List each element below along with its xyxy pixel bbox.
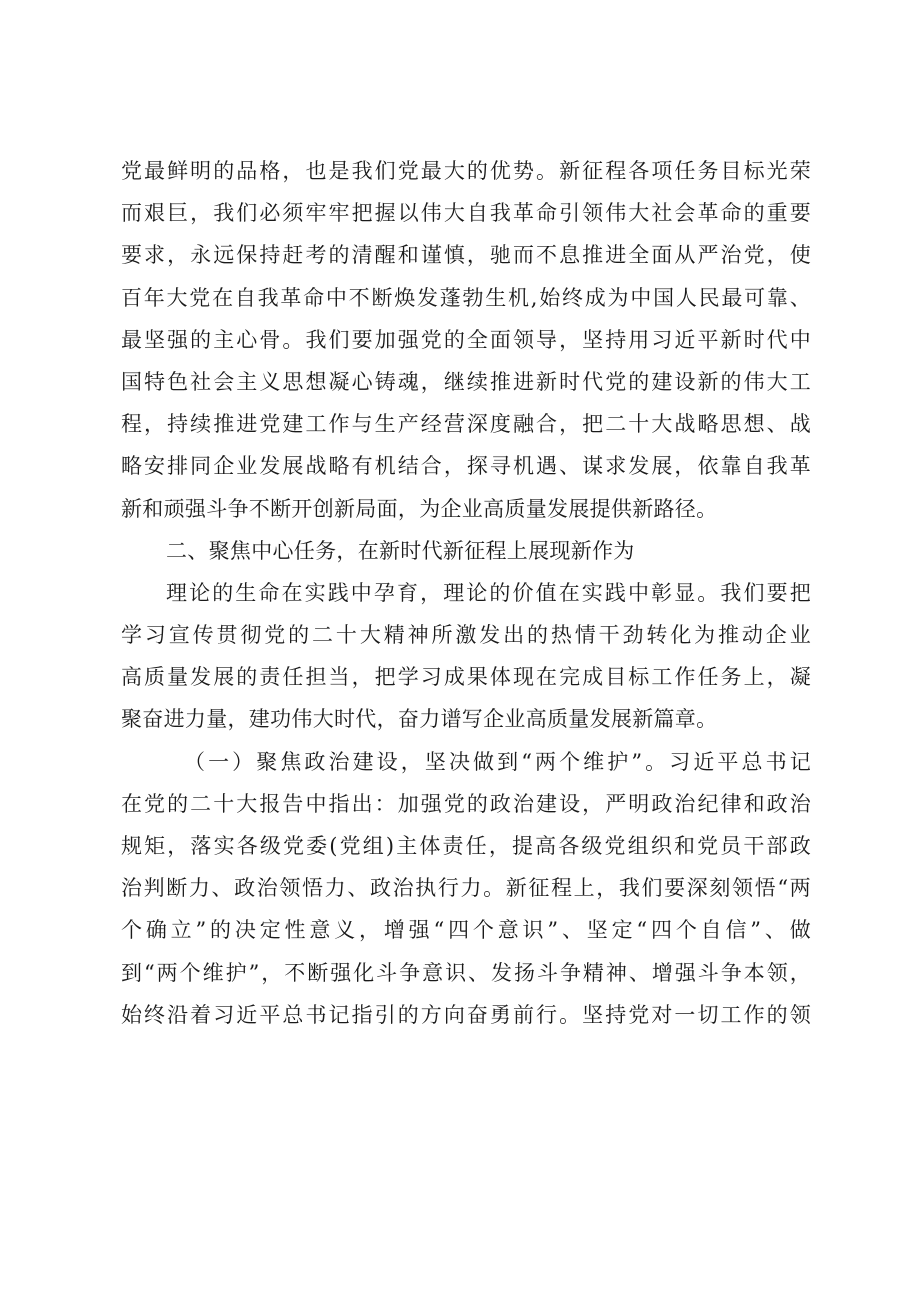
paragraph-line: 而艰巨，我们必须牢牢把握以伟大自我革命引领伟大社会革命的重要 [121,201,811,226]
paragraph-line: 个确立”的决定性意义，增强“四个意识”、坚定“四个自信”、做 [121,918,811,943]
paragraph-line: 理论的生命在实践中孕育，理论的价值在实践中彰显。我们要把 [166,580,811,605]
subsection-heading-line: （一）聚焦政治建设，坚决做到“两个维护”。习近平总书记 [184,749,811,774]
paragraph-line: 新和顽强斗争不断开创新局面，为企业高质量发展提供新路径。 [121,496,718,521]
paragraph-line: 规矩，落实各级党委(党组)主体责任，提高各级党组织和党员干部政 [121,834,811,858]
paragraph-line: 国特色社会主义思想凝心铸魂，继续推进新时代党的建设新的伟大工 [121,369,811,394]
paragraph-line: 程，持续推进党建工作与生产经营深度融合，把二十大战略思想、战 [121,412,811,437]
paragraph-line: 始终沿着习近平总书记指引的方向奋勇前行。坚持党对一切工作的领 [121,1002,811,1027]
body-text [121,150,811,1036]
paragraph-line: 百年大党在自我革命中不断焕发蓬勃生机,始终成为中国人民最可靠、 [121,285,811,310]
paragraph-line: 治判断力、政治领悟力、政治执行力。新征程上，我们要深刻领悟“两 [121,876,811,901]
paragraph-line: 要求，永远保持赶考的清醒和谨慎，驰而不息推进全面从严治党，使 [121,243,811,268]
paragraph-line: 高质量发展的责任担当，把学习成果体现在完成目标工作任务上，凝 [121,665,811,690]
paragraph-line: 最坚强的主心骨。我们要加强党的全面领导，坚持用习近平新时代中 [121,327,811,352]
section-heading: 二、聚焦中心任务，在新时代新征程上展现新作为 [166,538,635,563]
paragraph-line: 略安排同企业发展战略有机结合，探寻机遇、谋求发展，依靠自我革 [121,454,811,479]
paragraph-line: 在党的二十大报告中指出：加强党的政治建设，严明政治纪律和政治 [121,791,811,816]
paragraph-line: 到“两个维护”，不断强化斗争意识、发扬斗争精神、增强斗争本领， [121,960,811,985]
paragraph-line: 学习宣传贯彻党的二十大精神所激发出的热情干劲转化为推动企业 [121,623,811,648]
paragraph-line: 聚奋进力量，建功伟大时代，奋力谱写企业高质量发展新篇章。 [121,707,718,732]
paragraph-line: 党最鲜明的品格，也是我们党最大的优势。新征程各项任务目标光荣 [121,159,811,183]
